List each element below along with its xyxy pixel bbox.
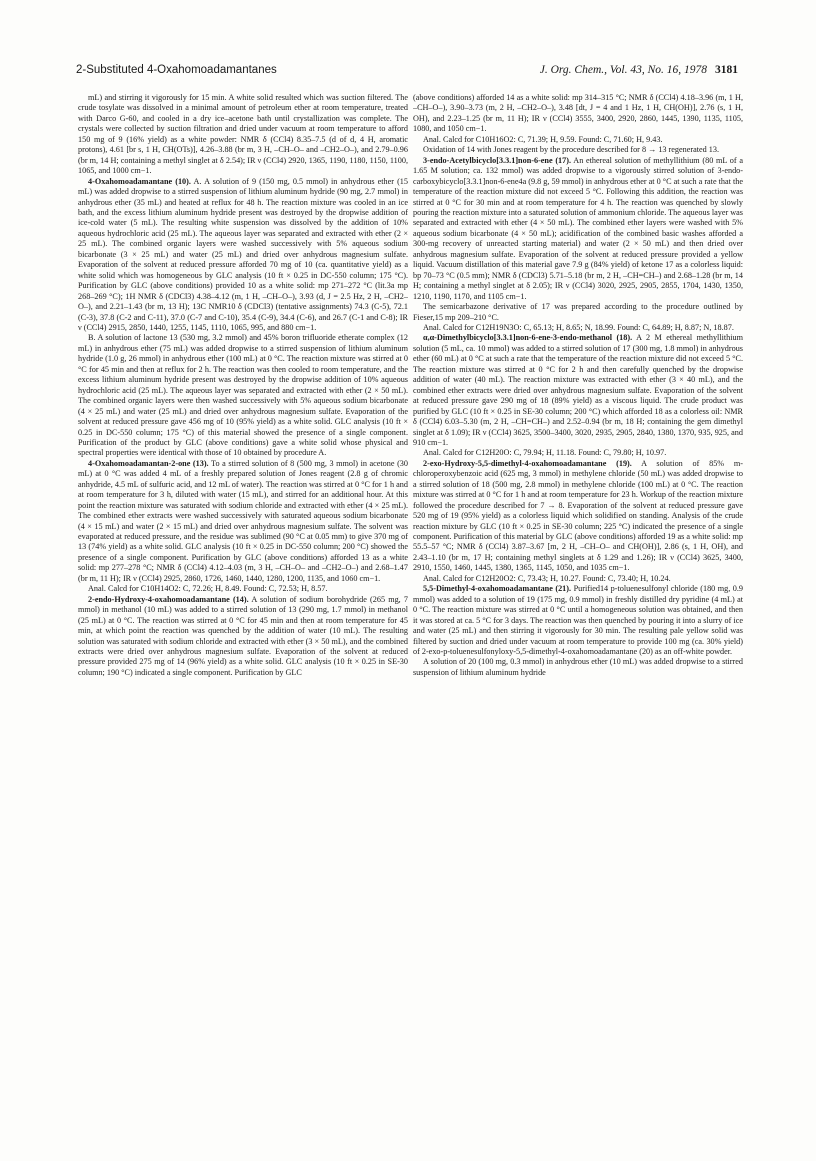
paragraph [78, 584, 408, 594]
paragraph [78, 333, 408, 458]
paragraph-heading: 2-exo-Hydroxy-5,5-dimethyl-4-oxahomoadamantane (19). [423, 458, 632, 468]
paragraph-text: The semicarbazone derivative of 17 was prepared according to the procedure outlined by Fieser,15 mp 209–210 °C. [413, 302, 743, 322]
paragraph [78, 595, 408, 679]
running-header [76, 64, 738, 76]
paragraph-text: A. A solution of 9 (150 mg, 0.5 mmol) in anhydrous ether (15 mL) was added dropwise to a stirred suspension of lithium aluminum hydride (90 mg, 2.7 mmol) in anhydrous ether (35 mL) and heated at reflux for 48 h. The reaction mixture was cooled in an ice bath, and the excess lithium aluminum hydride present was destroyed by the dropwise addition of ice-cold water (5 mL). The resulting white suspension was dissolved by the addition of 10% aqueous hydrochloric acid (25 mL). The aqueous layer was separated and extracted with ether (2 × 25 mL). The combined organic layers were washed successively with 5% aqueous sodium bicarbonate (3 × 25 mL) and water (25 mL) and dried over anhydrous magnesium sulfate. Evaporation of the solvent at reduced pressure afforded 70 mg of 10 (ca. quantitative yield) as a white solid which was homogeneous by GLC analysis (10 ft × 0.25 in DC-550 column; 175 °C). Purification by GLC (above conditions) provided 10 as a white solid: mp 271–272 °C (lit.3a mp 268–269 °C); 1H NMR δ (CDCl3) 4.38–4.12 (m, 1 H, –CH–O–), 3.93 (d, J = 2.5 Hz, 2 H, –CH2–O–), and 2.21–1.43 (br m, 13 H); 13C NMR10 δ (CDCl3) (tentative assignments) 74.3 (C-5), 72.1 (C-3), 37.8 (C-2 and C-11), 37.0 (C-7 and C-10), 35.4 (C-9), 34.4 (C-6), and 26.7 (C-1 and C-8); IR ν (CCl4) 2915, 2850, 1440, 1255, 1145, 1110, 1065, 995, and 880 cm−1. [78, 176, 408, 332]
paragraph-text: Anal. Calcd for C10H16O2: C, 71.39; H, 9.59. Found: C, 71.60; H, 9.43. [423, 134, 663, 144]
paragraph-text: A solution of sodium borohydride (265 mg, 7 mmol) in methanol (10 mL) was added to a stirred solution of 13 (290 mg, 1.7 mmol) in methanol (25 mL) at 0 °C. The reaction was stirred at 0 °C for 45 min and then at room temperature for 45 min, at which point the reaction was quenched by the addition of water (10 mL). The resulting solution was saturated with sodium chloride and extracted with ether (3 × 50 mL), and the combined extracts were dried over anhydrous magnesium sulfate. Evaporation of the solvent at reduced pressure provided 275 mg of 14 (96% yield) as a white solid. GLC analysis (10 ft × 0.25 in SE-30 column; 190 °C) indicated a single component. Purification by GLC [78, 594, 408, 677]
paragraph [413, 93, 743, 135]
paragraph [413, 448, 743, 458]
paragraph [413, 135, 743, 145]
paragraph [78, 459, 408, 584]
paragraph-text: Anal. Calcd for C12H20O: C, 79.94; H, 11.18. Found: C, 79.80; H, 10.97. [423, 448, 667, 458]
paragraph [413, 323, 743, 333]
paragraph-text: An ethereal solution of methyllithium (80 mL of a 1.65 M solution; ca. 132 mmol) was added dropwise to a vigorously stirred solution of 3-endo-carboxybicyclo[3.3.1]non-6-ene4a (9.8 g, 59 mmol) in anhydrous ether at 0 °C at such a rate that the temperature of the reaction mixture did not exceed 5 °C. Following this addition, the reaction was stirred at 0 °C for 30 min and at room temperature for 4 h. The reaction was quenched by slowly pouring the reaction mixture into a saturated solution of ammonium chloride. The aqueous layer was separated and extracted with ether (4 × 50 mL). The combined ether layers were washed with 5% aqueous sodium bicarbonate (4 × 50 mL); acidification of the combined basic washes afforded a 300-mg recovery of unreacted starting material) and water (2 × 50 mL) and then dried over anhydrous magnesium sulfate. Evaporation of the solvent at reduced pressure provided a yellow liquid. Vacuum distillation of this material gave 7.9 g (84% yield) of ketone 17 as a colorless liquid: bp 70–73 °C (0.5 mm); NMR δ (CDCl3) 5.71–5.18 (br m, 2 H, –CH=CH–) and 2.68–1.28 (br m, 14 H; containing a methyl singlet at δ 2.05); IR ν (CCl4) 3020, 2925, 2905, 2855, 1704, 1430, 1350, 1210, 1190, 1170, and 1105 cm−1. [413, 155, 743, 301]
paragraph-text: Anal. Calcd for C10H14O2: C, 72.26; H, 8.49. Found: C, 72.53; H, 8.57. [88, 584, 328, 594]
paragraph-heading: 3-endo-Acetylbicyclo[3.3.1]non-6-ene (17). [423, 155, 572, 165]
paragraph [78, 177, 408, 334]
running-title: 2-Substituted 4-Oxahomoadamantanes [76, 64, 277, 76]
paragraph-text: To a stirred solution of 8 (500 mg, 3 mmol) in acetone (30 mL) at 0 °C was added 4 mL of a freshly prepared solution of Jones reagent (2.8 g of chromic anhydride, 4.5 mL of sulfuric acid, and 12 mL of water). The reaction was stirred at 0 °C for 1 h and at room temperature for 3 h, diluted with water (15 mL), and stirred for an additional hour. At this point the reaction mixture was saturated with sodium chloride and extracted with ether (4 × 25 mL). The combined ether extracts were washed successively with saturated aqueous sodium bicarbonate (4 × 15 mL) and water (2 × 15 mL) and dried over anhydrous magnesium sulfate. The solvent was evaporated at reduced pressure, and the residue was sublimed (90 °C at 0.05 mm) to give 370 mg of 13 (74% yield) as a white solid. GLC analysis (10 ft × 0.25 in DC-550 column; 200 °C) showed the presence of a single component. Purification by GLC (above conditions) afforded 13 as a white solid: mp 277–278 °C; NMR δ (CCl4) 4.12–4.03 (m, 3 H, –CH–O– and –CH2–O–) and 2.68–1.47 (br m, 11 H); IR ν (CCl4) 2925, 2860, 1726, 1460, 1440, 1280, 1200, 1135, and 1060 cm−1. [78, 458, 408, 583]
paragraph [413, 333, 743, 448]
paragraph-text: A 2 M ethereal methyllithium solution (5 mL, ca. 10 mmol) was added to a stirred solution of 17 (300 mg, 1.8 mmol) in anhydrous ether (60 mL) at 0 °C at such a rate that the temperature of the reaction mixture did not exceed 5 °C. The reaction mixture was stirred at 0 °C for 2 h and then carefully quenched by the dropwise addition of water (40 mL). The reaction mixture was extracted with ether (3 × 40 mL), and the combined ether extracts were dried over anhydrous magnesium sulfate. Evaporation of the solvent at reduced pressure gave 290 mg of 18 (89% yield) as a viscous liquid. The crude product was purified by GLC (10 ft × 0.25 in SE-30 column; 200 °C) which afforded 18 as a colorless oil: NMR δ (CCl4) 6.03–5.30 (m, 2 H, –CH=CH–) and 2.52–0.94 (br m, 18 H; containing the gem dimethyl singlet at δ 1.09); IR ν (CCl4) 3625, 3500–3400, 3020, 2935, 2905, 2840, 1380, 1370, 935, 925, and 910 cm−1. [413, 333, 743, 447]
paragraph-text: A solution of 20 (100 mg, 0.3 mmol) in anhydrous ether (10 mL) was added dropwise to a stirred suspension of lithium aluminum hydride [413, 657, 743, 677]
paragraph [413, 156, 743, 302]
paragraph-text: Oxidation of 14 with Jones reagent by the procedure described for 8 → 13 regenerated 13. [423, 145, 720, 155]
paragraph [413, 459, 743, 574]
paragraph-text: Anal. Calcd for C12H19N3O: C, 65.13; H, 8.65; N, 18.99. Found: C, 64.89; H, 8.87; N, 18.87. [423, 322, 734, 332]
paragraph-text: Anal. Calcd for C12H20O2: C, 73.43; H, 10.27. Found: C, 73.40; H, 10.24. [423, 573, 671, 583]
paragraph-heading: α,α-Dimethylbicyclo[3.3.1]non-6-ene-3-endo-methanol (18). [423, 333, 633, 343]
paragraph-heading: 4-Oxahomoadamantane (10). [88, 176, 191, 186]
paragraph-text: mL) and stirring it vigorously for 15 min. A white solid resulted which was suction filtered. The crude tosylate was dissolved in a minimal amount of petroleum ether at room temperature, treated with Darco G-60, and cooled in a dry ice–acetone bath until crystallization was complete. The crystals were collected by suction filtration and dried under vacuum at room temperature to afford 150 mg of 9 (16% yield) as a white powder: NMR δ (CCl4) 8.35–7.5 (d of d, 4 H, aromatic protons), 4.61 [br s, 1 H, CH(OTs)], 4.26–3.88 (br m, 3 H, –CH–O– and –CH2–O–), and 2.79–0.96 (br m, 14 H; containing a methyl singlet at δ 2.54); IR ν (CCl4) 2920, 1365, 1190, 1180, 1150, 1100, 1065, and 1000 cm−1. [78, 93, 408, 176]
page-number: 3181 [715, 64, 738, 76]
paragraph [78, 93, 408, 177]
journal-citation [540, 64, 738, 76]
paragraph-heading: 4-Oxahomoadamantan-2-one (13). [88, 458, 209, 468]
paragraph [413, 145, 743, 155]
left-column [78, 93, 408, 1103]
paragraph [413, 302, 743, 323]
journal-volume: J. Org. Chem., Vol. 43, No. 16, 1978 [539, 64, 707, 76]
paragraph [413, 657, 743, 678]
paragraph-text: A solution of 85% m-chloroperoxybenzoic acid (625 mg, 3 mmol) in methylene chloride (50 mL) was added dropwise to a stirred solution of 18 (500 mg, 2.8 mmol) in methylene chloride (100 mL) at 0 °C. The reaction mixture was stirred at 0 °C for 1 h and at room temperature for 23 h. Workup of the reaction mixture followed the procedure described for 7 → 8. Evaporation of the solvent at reduced pressure gave 520 mg of 19 (95% yield) as a colorless liquid which solidified on standing. Analysis of the crude reaction mixture by GLC (10 ft × 0.25 in SE-30 column; 225 °C) indicated the presence of a single component. Purification of this material by GLC (above conditions) afforded 19 as a white solid: mp 55.5–57 °C; NMR δ (CCl4) 3.87–3.67 [m, 2 H, –CH–O– and CH(OH)], 2.86 (s, 1 H, OH), and 2.43–1.10 (br m, 17 H; containing methyl singlets at δ 1.29 and 1.26); IR ν (CCl4) 3625, 3400, 2910, 1550, 1460, 1445, 1380, 1365, 1145, 1050, and 1035 cm−1. [413, 458, 743, 573]
right-column [413, 93, 743, 1103]
paragraph-heading: 5,5-Dimethyl-4-oxahomoadamantane (21). [423, 584, 572, 594]
paragraph-text: (above conditions) afforded 14 as a white solid: mp 314–315 °C; NMR δ (CCl4) 4.18–3.96 (m, 1 H, –CH–O–), 3.90–3.73 (m, 2 H, –CH2–O–), 3.48 [dt, J = 4 and 1 Hz, 1 H, CH(OH)], 2.76 (s, 1 H, OH), and 2.23–1.25 (br m, 11 H); IR ν (CCl4) 3555, 3400, 2920, 2860, 1445, 1390, 1135, 1105, 1080, and 1050 cm−1. [413, 93, 743, 134]
paragraph-text: B. A solution of lactone 13 (530 mg, 3.2 mmol) and 45% boron trifluoride etherate complex (12 mL) in anhydrous ether (75 mL) was added dropwise to a stirred suspension of lithium aluminum hydride (1.0 g, 26 mmol) in anhydrous ether (100 mL) at 0 °C. The reaction mixture was stirred at 0 °C for 45 min and then at reflux for 2 h. The reaction was then cooled to room temperature, and the excess lithium aluminum hydride present was destroyed by the dropwise addition of 10% aqueous hydrochloric acid (25 mL). The aqueous layer was separated and extracted with ether (2 × 50 mL). The combined organic layers were then washed successively with 5% aqueous sodium bicarbonate (4 × 25 mL) and water (25 mL) and dried over anhydrous magnesium sulfate. Evaporation of the solvent at reduced pressure gave 456 mg of 10 (95% yield) as a white solid. GLC analysis (10 ft × 0.25 in DC-550 column; 175 °C) of this material showed the presence of a single component. Purification of the product by GLC (above conditions) gave a white solid whose physical and spectral properties were identical with those of 10 obtained by procedure A. [78, 333, 408, 458]
paragraph [413, 574, 743, 584]
paragraph-text: Purified14 p-toluenesulfonyl chloride (180 mg, 0.9 mmol) was added to a solution of 19 (175 mg, 0.9 mmol) in freshly distilled dry pyridine (4 mL) at 0 °C. The reaction mixture was stirred at 0 °C until a homogeneous solution was obtained, and then it was stored at ca. 5 °C for 3 days. The reaction was then quenched by pouring it into a slurry of ice and water (25 mL) and then stirring it vigorously for 30 min. The resulting pale yellow solid was filtered by suction and dried under vacuum at room temperature to provide 100 mg (ca. 30% yield) of 2-exo-p-toluenesulfonyloxy-5,5-dimethyl-4-oxahomoadamantane (20) as an off-white powder. [413, 584, 743, 657]
paragraph-heading: 2-endo-Hydroxy-4-oxahomoadamantane (14). [88, 594, 249, 604]
paragraph [413, 584, 743, 657]
